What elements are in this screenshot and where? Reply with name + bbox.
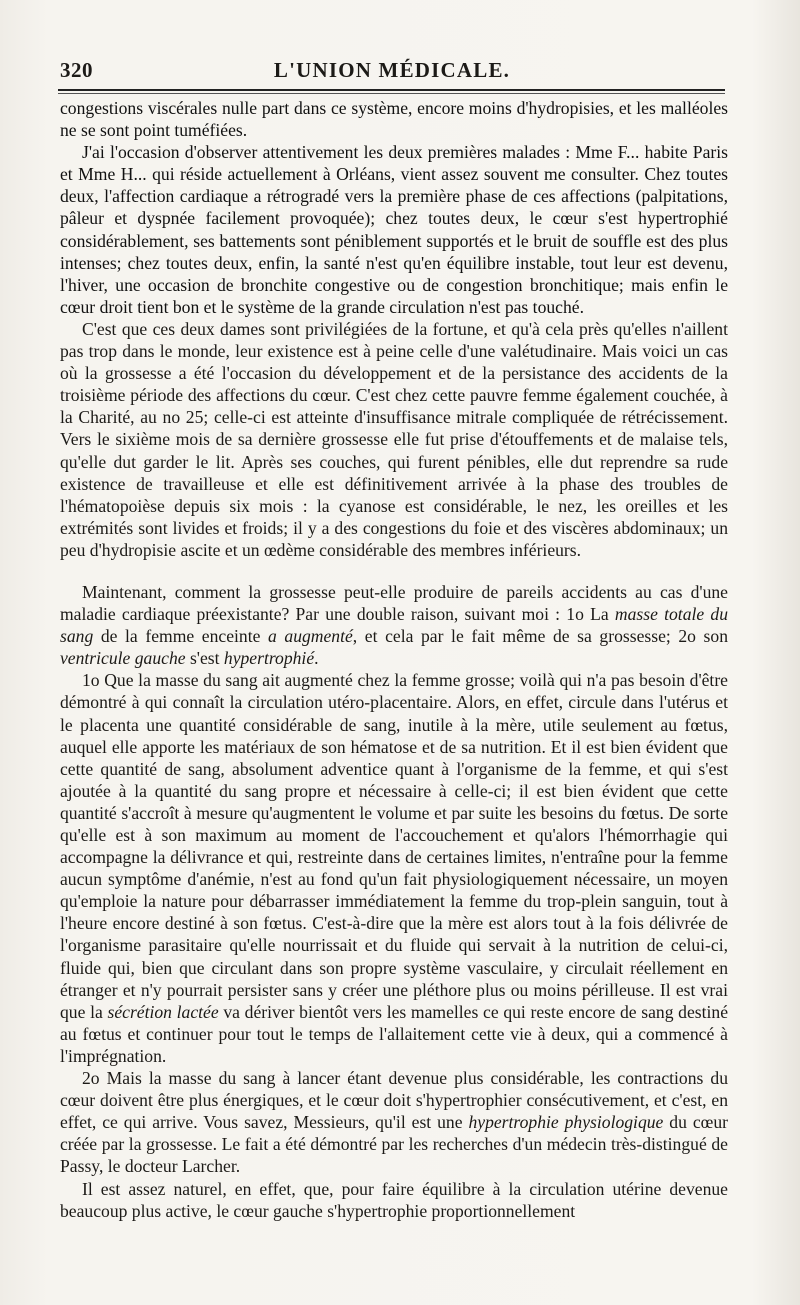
paragraph: Il est assez naturel, en effet, que, pour faire équilibre à la circulation utérine devenue beaucoup plus active, le cœur gauche s'hypertrophie proportionnellement bbox=[60, 1178, 728, 1221]
paragraph bbox=[60, 581, 728, 669]
emphasis: hypertrophie physiologique bbox=[468, 1112, 664, 1133]
page-header bbox=[58, 52, 726, 82]
emphasis: a augmenté bbox=[268, 626, 353, 647]
paragraph bbox=[60, 1067, 728, 1177]
text-run: Maintenant, comment la grossesse peut-elle produire de pareils accidents au cas d'une maladie cardiaque préexistante? Par une double raison, suivant moi : 1o La bbox=[60, 581, 728, 625]
text-run: 2o Mais la masse du sang à lancer étant devenue plus considérable, les contractions du cœur doivent être plus énergiques, et le cœur doit s'hypertrophier consécutivement, et c'est, en effet, ce qui arrive. Vous savez, Messieurs, qu'il est une bbox=[60, 1068, 728, 1133]
body-text bbox=[60, 97, 728, 1222]
paragraph: J'ai l'occasion d'observer attentivement les deux premières malades : Mme F... habite Paris et Mme H... qui réside actuellement à Orléans, vient assez souvent me consulter. Chez toutes deux, l'affection cardiaque a rétrogradé vers la première phase de ces affections (palpitations, pâleur et dyspnée facilement provoquée); chez toutes deux, le cœur s'est hypertrophié considérablement, ses battements sont péniblement supportés et le bruit de souffle est des plus intenses; chez toutes deux, enfin, la santé n'est qu'en équilibre instable, tout leur est devenu, l'hiver, une occasion de bronchite congestive ou de congestion bronchitique; mais enfin le cœur droit tient bon et le système de la grande circulation n'est pas touché. bbox=[60, 142, 728, 317]
emphasis: sécrétion lactée bbox=[107, 1001, 219, 1022]
emphasis: ventricule gauche bbox=[60, 648, 186, 669]
paragraph: C'est que ces deux dames sont privilégiées de la fortune, et qu'à cela près qu'elles n'aillent pas trop dans le monde, leur existence est à peine celle d'une valétudinaire. Mais voici un cas où la grossesse a été l'occasion du développement et de la persistance des accidents de la troisième période des affections du cœur. C'est chez cette pauvre femme également couchée, à la Charité, au no 25; celle-ci est atteinte d'insuffisance mitrale compliquée de rétrécissement. Vers le sixième mois de sa dernière grossesse elle fut prise d'étouffements et de malaise tels, qu'elle dut garder le lit. Après ses couches, qui furent pénibles, elle dut reprendre sa rude existence de travailleuse et elle est définitivement arrivée à la phase des troubles de l'hématopoièse depuis six mois : la cyanose est considérable, le nez, les oreilles et les extrémités sont livides et froids; il y a des congestions du foie et des viscères abdominaux; un peu d'hydropisie ascite et un œdème considérable des membres inférieurs. bbox=[60, 318, 728, 560]
emphasis: hypertrophié bbox=[223, 648, 315, 669]
text-run: 1o Que la masse du sang ait augmenté chez la femme grosse; voilà qui n'a pas besoin d'être démontré à qui connaît la circulation utéro-placentaire. Alors, en effet, circule dans l'utérus et le placenta une quantité considérable de sang, inutile à la mère, utile seulement au fœtus, auquel elle apporte les matériaux de son hématose et de sa nutrition. Et il est bien évident que cette quantité de sang, absolument adventice quant à l'organisme de la femme, et qui s'est ajoutée à la quantité du sang propre et nécessaire à celle-ci; il est bien évident que cette quantité s'accroît à mesure qu'augmentent le volume et par suite les besoins du fœtus. De sorte qu'elle est à son maximum au moment de l'accouchement et qu'alors l'hémorrhagie qui accompagne la délivrance et qui, restreinte dans de certaines limites, n'entraîne pour la femme aucun symptôme d'anémie, n'est au fond qu'un fait physiologiquement nécessaire, un moyen qu'emploie la nature pour débarrasser immédiatement la femme du trop-plein sanguin, tout à l'heure encore destiné à son fœtus. C'est-à-dire que la mère est alors tout à la fois délivrée de l'organisme parasitaire qu'elle nourrissait et du fluide qui servait à la nutrition de celui-ci, fluide qui, bien que circulant dans son propre système vasculaire, y circulait réellement en étranger et n'y pourrait persister sans y créer une pléthore plus ou moins périlleuse. Il est vrai que la bbox=[60, 670, 728, 1022]
text-run: , et cela par le fait même de sa grossesse; 2o son bbox=[352, 626, 728, 647]
text-run: va dériver bientôt vers les mamelles ce qui reste encore de sang destiné au fœtus et continuer pour tout le temps de l'allaitement cette vie à deux, qui a commencé à l'imprégnation. bbox=[60, 1001, 729, 1066]
text-run: . bbox=[314, 648, 319, 669]
journal-title: L'UNION MÉDICALE. bbox=[273, 58, 511, 82]
header-rule bbox=[58, 89, 725, 91]
text-run: du cœur créée par la grossesse. Le fait a été démontré par les recherches d'un médecin très-distingué de Passy, le docteur Larcher. bbox=[60, 1112, 728, 1177]
paragraph: congestions viscérales nulle part dans ce système, encore moins d'hydropisies, et les malléoles ne se sont point tuméfiées. bbox=[60, 98, 728, 141]
emphasis: masse totale du sang bbox=[60, 604, 728, 647]
page-number: 320 bbox=[60, 58, 93, 82]
header-rule-thin bbox=[58, 93, 725, 94]
text-run: s'est bbox=[185, 648, 224, 669]
text-run: de la femme enceinte bbox=[93, 626, 268, 647]
paragraph bbox=[60, 669, 728, 1067]
